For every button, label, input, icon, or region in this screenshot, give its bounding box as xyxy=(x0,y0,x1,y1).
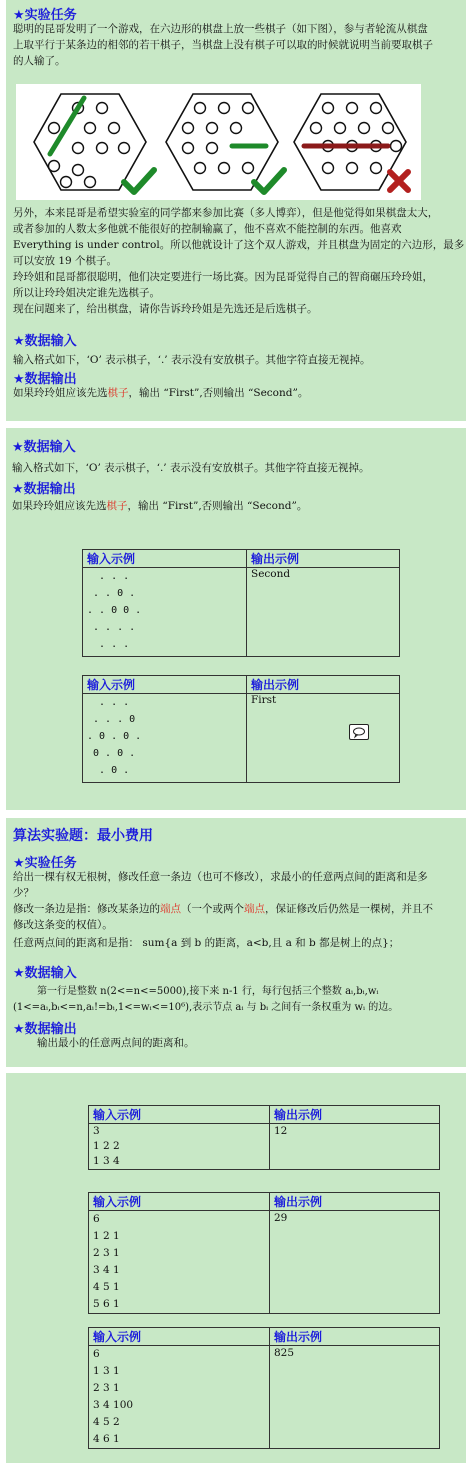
modify-text-part: 修改一条边是指：修改某条边的 xyxy=(13,903,160,915)
task-line: 少？ xyxy=(13,887,34,899)
io-examples-panel xyxy=(6,428,466,810)
task-line: 聪明的昆哥发明了一个游戏，在六边形的棋盘上放一些棋子（如下图），参与者轮流从棋盘 xyxy=(13,23,428,35)
hexagon-boards-figure xyxy=(16,84,421,200)
board-2-pieces xyxy=(183,103,254,174)
output-header: 输出示例 xyxy=(270,1106,440,1124)
input-header: 输入示例 xyxy=(89,1328,270,1346)
output-text-part: ，输出 “First”,否则输出 “Second”。 xyxy=(128,387,309,399)
output-header: 输出示例 xyxy=(270,1193,440,1211)
extra-line: 现在问题来了，给出棋盘，请你告诉玲玲姐是先选还是后选棋子。 xyxy=(13,303,318,315)
output-header: 输出示例 xyxy=(247,550,400,568)
task-line: 给出一棵有权无根树，修改任意一条边（也可不修改），求最小的任意两点间的距离和是多 xyxy=(13,871,428,883)
input-header: 输入示例 xyxy=(83,550,247,568)
extra-line: 另外，本来昆哥是希望实验室的同学都来参加比赛（多人博弈），但是他觉得如果棋盘太大， xyxy=(13,207,439,219)
modify-text-part: ，保证修改后仍然是一棵树，并且不 xyxy=(265,903,433,915)
task-line: 上取平行于某条边的相邻的若干棋子，当棋盘上没有棋子可以取的时候就说明当前要取棋子 xyxy=(13,39,433,51)
output-text: 输出最小的任意两点间的距离和。 xyxy=(37,1037,195,1049)
input-heading: ★数据输入 xyxy=(12,440,76,455)
task-description xyxy=(13,21,463,69)
speech-bubble-icon[interactable] xyxy=(349,724,369,740)
extra-description xyxy=(13,205,465,317)
task-heading: ★实验任务 xyxy=(13,8,77,23)
input-heading: ★数据输入 xyxy=(13,334,77,349)
example-table-2 xyxy=(82,675,400,783)
input-header: 输入示例 xyxy=(89,1193,270,1211)
example-table-2 xyxy=(88,1192,440,1314)
example-input: . . . . . 0 . . . 0 0 . . . . . . . . xyxy=(87,571,142,650)
output-heading: ★数据输出 xyxy=(13,1022,77,1037)
problem-panel-min-cost xyxy=(6,818,466,1067)
hexagon-board-1 xyxy=(34,94,146,190)
example-output: First xyxy=(251,694,277,706)
example-output: 12 xyxy=(270,1124,440,1170)
input-heading: ★数据输入 xyxy=(13,966,77,981)
task-heading: ★实验任务 xyxy=(13,856,77,871)
highlight-text: 端点 xyxy=(160,903,181,915)
modify-line: 修改这条变的权值）。 xyxy=(13,919,113,931)
extra-line: Everything is under control。所以他就设计了这个双人游戏，并且棋盘为固定的六边形，最多 xyxy=(13,239,465,251)
board-illustration xyxy=(16,84,421,200)
output-text-part: ，输出 “First”,否则输出 “Second”。 xyxy=(127,500,308,512)
min-cost-examples-panel xyxy=(6,1073,466,1463)
input-text: 输入格式如下，‘O’ 表示棋子，‘.’ 表示没有安放棋子。其他字符直接无视掉。 xyxy=(12,462,370,474)
problem-panel-hex-game xyxy=(6,0,466,421)
example-table-3 xyxy=(88,1327,440,1449)
task-line: 的人输了。 xyxy=(13,55,66,67)
input-description xyxy=(13,984,465,1016)
task-description xyxy=(13,869,465,951)
output-text xyxy=(13,385,308,401)
problem-title: 算法实验题：最小费用 xyxy=(13,828,153,844)
modify-line xyxy=(13,901,465,917)
example-input: 3 1 2 2 1 3 4 xyxy=(93,1125,120,1167)
output-heading: ★数据输出 xyxy=(12,482,76,497)
example-input: 6 1 3 1 2 3 1 3 4 100 4 5 2 4 6 1 xyxy=(93,1348,134,1445)
input-line: (1<=aᵢ,bᵢ<=n,aᵢ!=bᵢ,1<=wᵢ<=10⁶),表示节点 aᵢ 与 bᵢ 之间有一条权重为 wᵢ 的边。 xyxy=(13,1002,399,1013)
highlight-text: 端点 xyxy=(244,903,265,915)
sum-definition: 任意两点间的距离和是指： sum{a 到 b 的距离，a<b,且 a 和 b 都是树上的点}； xyxy=(13,937,400,949)
board-1-pieces xyxy=(49,103,130,188)
checkmark-icon xyxy=(254,170,284,192)
example-output: 29 xyxy=(270,1211,440,1314)
extra-line: 玲玲姐和昆哥都很聪明，他们决定要进行一场比赛。因为昆哥觉得自己的智商碾压玲玲姐， xyxy=(13,271,433,283)
example-output: 825 xyxy=(270,1346,440,1449)
highlight-text: 棋子 xyxy=(107,387,129,399)
modify-text-part: （一个或两个 xyxy=(181,903,244,915)
output-heading: ★数据输出 xyxy=(13,372,77,387)
output-text-part: 如果玲玲姐应该先选 xyxy=(13,387,108,399)
input-header: 输入示例 xyxy=(83,676,247,694)
highlight-text: 棋子 xyxy=(106,500,128,512)
extra-line: 或者参加的人数太多他就不能很好的控制输赢了，他不喜欢不能控制的东西。他喜欢 xyxy=(13,223,402,235)
output-text-part: 如果玲玲姐应该先选 xyxy=(12,500,107,512)
example-output: Second xyxy=(247,568,400,657)
board-3-pieces xyxy=(311,103,402,174)
example-table-1 xyxy=(82,549,400,657)
input-text: 输入格式如下，‘O’ 表示棋子，‘.’ 表示没有安放棋子。其他字符直接无视掉。 xyxy=(13,354,371,366)
input-line: 第一行是整数 n(2<=n<=5000),接下来 n-1 行，每行包括三个整数 aᵢ,bᵢ,wᵢ xyxy=(37,986,379,997)
output-header: 输出示例 xyxy=(247,676,400,694)
example-table-1 xyxy=(88,1105,440,1170)
cross-icon xyxy=(390,172,408,190)
example-input: 6 1 2 1 2 3 1 3 4 1 4 5 1 5 6 1 xyxy=(93,1213,120,1310)
input-header: 输入示例 xyxy=(89,1106,270,1124)
example-input: . . . . . . 0 . 0 . 0 . 0 . 0 . . 0 . xyxy=(87,697,142,776)
output-text xyxy=(12,498,307,514)
extra-line: 可以安放 19 个棋子。 xyxy=(13,255,118,267)
output-header: 输出示例 xyxy=(270,1328,440,1346)
extra-line: 所以让玲玲姐决定谁先选棋子。 xyxy=(13,287,160,299)
